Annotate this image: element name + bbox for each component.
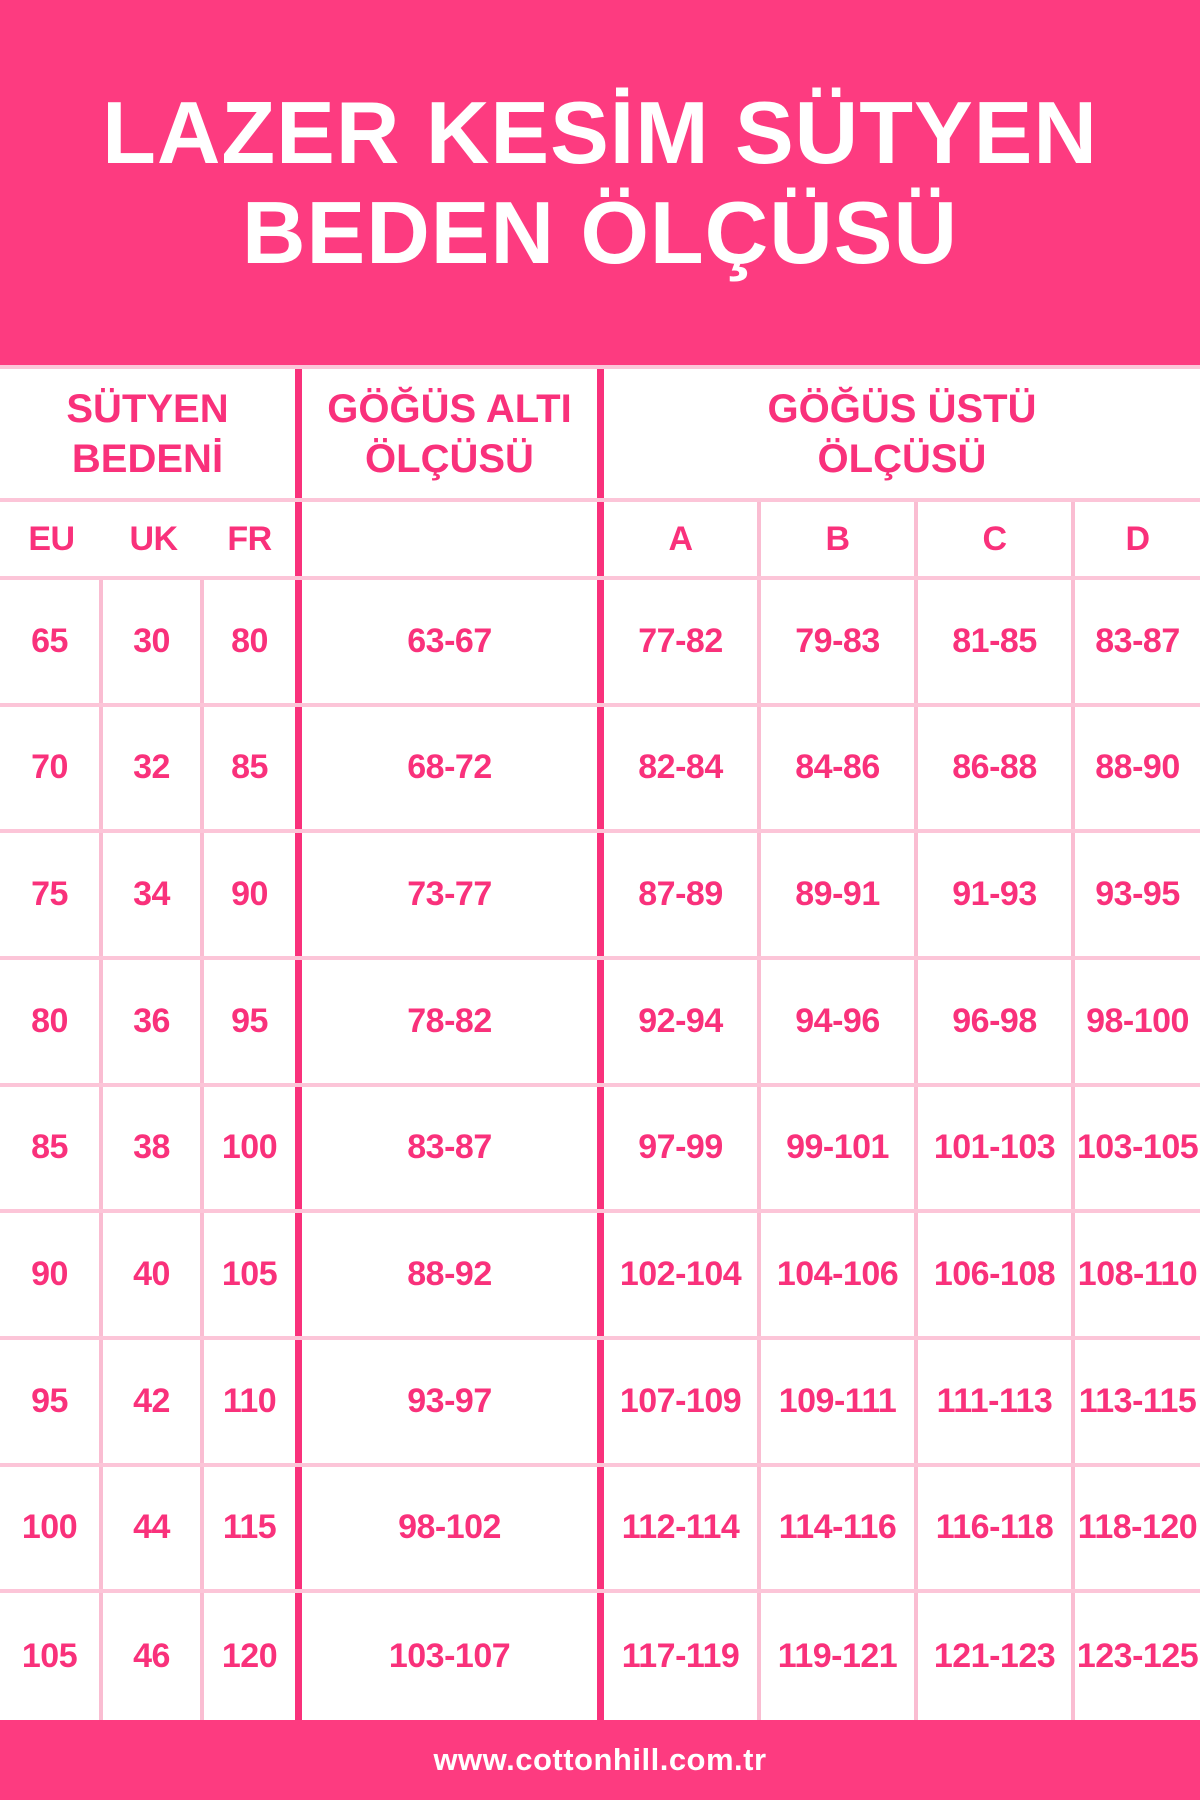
table-row (0, 580, 1200, 707)
column-header-fr: FR (204, 502, 302, 576)
table-row (0, 1087, 1200, 1214)
cell-fr: 115 (204, 1467, 302, 1590)
cell-uk: 32 (103, 707, 204, 830)
cell-cup-a: 92-94 (604, 960, 761, 1083)
column-header-cup-c: C (918, 502, 1075, 576)
cell-cup-c: 106-108 (918, 1213, 1075, 1336)
cell-cup-d: 123-125 (1076, 1637, 1199, 1676)
footer-banner (0, 1720, 1200, 1800)
group-header-overbust (604, 369, 1200, 498)
cell-cup-d: 103-105 (1076, 1128, 1199, 1167)
cell-fr: 105 (204, 1213, 302, 1336)
cell-eu: 95 (0, 1340, 103, 1463)
cell-uk: 40 (103, 1213, 204, 1336)
table-column-header-row (0, 502, 1200, 580)
group-header-bra-size-line2: BEDENİ (71, 436, 224, 481)
column-header-cup-d: D (1125, 519, 1150, 558)
cell-eu: 80 (0, 960, 103, 1083)
cell-cup-a: 87-89 (604, 833, 761, 956)
table-row (0, 1593, 1200, 1720)
group-header-bra-size-line1: SÜTYEN (66, 386, 229, 431)
cell-cup-a: 117-119 (604, 1593, 761, 1720)
cell-fr: 90 (204, 833, 302, 956)
cell-cup-c: 86-88 (918, 707, 1075, 830)
column-header-cup-b: B (761, 502, 918, 576)
cell-cup-a: 107-109 (604, 1340, 761, 1463)
cell-eu: 85 (0, 1087, 103, 1210)
cell-eu: 70 (0, 707, 103, 830)
group-header-underbust-line1: GÖĞÜS ALTI (327, 386, 572, 431)
page-title-line-2: BEDEN ÖLÇÜSÜ (241, 182, 959, 282)
table-row (0, 707, 1200, 834)
cell-underbust: 73-77 (302, 833, 604, 956)
cell-eu: 100 (0, 1467, 103, 1590)
column-header-eu: EU (28, 519, 75, 558)
table-row (0, 1213, 1200, 1340)
cell-cup-d: 118-120 (1077, 1508, 1198, 1547)
cell-cup-b: 104-106 (761, 1213, 918, 1336)
cell-fr: 85 (204, 707, 302, 830)
cell-cup-b: 99-101 (761, 1087, 918, 1210)
cell-cup-b: 84-86 (761, 707, 918, 830)
header-banner (0, 0, 1200, 365)
cell-underbust: 78-82 (302, 960, 604, 1083)
column-header-underbust-empty (302, 502, 604, 576)
cell-cup-a: 82-84 (604, 707, 761, 830)
cell-cup-d: 93-95 (1095, 875, 1180, 914)
group-header-underbust-line2: ÖLÇÜSÜ (365, 436, 534, 481)
group-header-bra-size (0, 369, 302, 498)
page-title-line-1: LAZER KESİM SÜTYEN (102, 82, 1098, 182)
website-url: www.cottonhill.com.tr (433, 1742, 767, 1777)
cell-uk: 34 (103, 833, 204, 956)
table-row (0, 1467, 1200, 1594)
table-group-header-row (0, 369, 1200, 502)
cell-cup-b: 79-83 (761, 580, 918, 703)
cell-cup-c: 81-85 (918, 580, 1075, 703)
size-table (0, 365, 1200, 1720)
cell-underbust: 98-102 (302, 1467, 604, 1590)
group-header-overbust-line2: ÖLÇÜSÜ (817, 436, 987, 481)
cell-eu: 75 (0, 833, 103, 956)
cell-uk: 42 (103, 1340, 204, 1463)
cell-cup-b: 109-111 (761, 1340, 918, 1463)
cell-cup-c: 121-123 (918, 1593, 1075, 1720)
cell-cup-a: 97-99 (604, 1087, 761, 1210)
cell-uk: 44 (103, 1467, 204, 1590)
cell-uk: 36 (103, 960, 204, 1083)
cell-cup-b: 89-91 (761, 833, 918, 956)
column-header-cup-a: A (604, 502, 761, 576)
table-row (0, 833, 1200, 960)
cell-cup-a: 112-114 (604, 1467, 761, 1590)
cell-eu: 65 (0, 580, 103, 703)
cell-cup-b: 114-116 (761, 1467, 918, 1590)
cell-cup-d: 98-100 (1086, 1001, 1189, 1040)
cell-fr: 95 (204, 960, 302, 1083)
cell-cup-c: 96-98 (918, 960, 1075, 1083)
cell-cup-d: 83-87 (1095, 621, 1180, 660)
cell-cup-c: 101-103 (918, 1087, 1075, 1210)
cell-uk: 46 (103, 1593, 204, 1720)
cell-uk: 38 (103, 1087, 204, 1210)
cell-cup-d: 88-90 (1095, 748, 1180, 787)
cell-underbust: 83-87 (302, 1087, 604, 1210)
cell-eu: 90 (0, 1213, 103, 1336)
cell-cup-c: 111-113 (918, 1340, 1075, 1463)
cell-cup-c: 116-118 (918, 1467, 1075, 1590)
cell-cup-c: 91-93 (918, 833, 1075, 956)
cell-cup-a: 102-104 (604, 1213, 761, 1336)
group-header-overbust-line1: GÖĞÜS ÜSTÜ (767, 386, 1037, 431)
cell-underbust: 68-72 (302, 707, 604, 830)
cell-fr: 100 (204, 1087, 302, 1210)
cell-underbust: 103-107 (302, 1593, 604, 1720)
cell-cup-d: 113-115 (1078, 1381, 1197, 1420)
cell-eu: 105 (0, 1593, 103, 1720)
cell-cup-b: 94-96 (761, 960, 918, 1083)
column-header-uk: UK (129, 519, 178, 558)
cell-fr: 80 (204, 580, 302, 703)
cell-cup-b: 119-121 (761, 1593, 918, 1720)
table-row (0, 1340, 1200, 1467)
cell-cup-d: 108-110 (1077, 1255, 1198, 1294)
cell-fr: 110 (204, 1340, 302, 1463)
cell-underbust: 88-92 (302, 1213, 604, 1336)
cell-cup-a: 77-82 (604, 580, 761, 703)
cell-fr: 120 (204, 1593, 302, 1720)
cell-underbust: 63-67 (302, 580, 604, 703)
cell-underbust: 93-97 (302, 1340, 604, 1463)
cell-uk: 30 (103, 580, 204, 703)
group-header-underbust (302, 369, 604, 498)
table-row (0, 960, 1200, 1087)
